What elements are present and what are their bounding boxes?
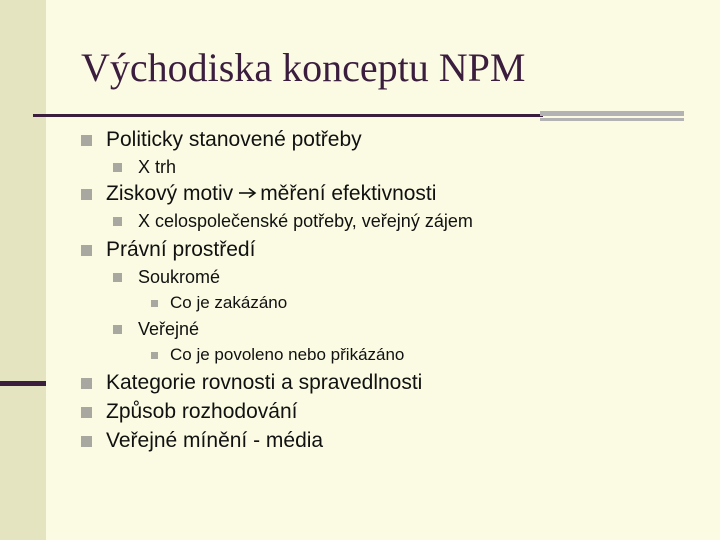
bullet-text: Co je povoleno nebo přikázáno: [170, 345, 405, 364]
bullet-text: Soukromé: [138, 267, 221, 287]
bullet-text: Způsob rozhodování: [106, 400, 298, 423]
bullet-text: Politicky stanovené potřeby: [106, 128, 362, 151]
bullet-text-with-arrow: [106, 182, 436, 205]
square-bullet-icon: [81, 378, 92, 389]
bullet-text: Co je zakázáno: [170, 293, 288, 312]
left-decorative-band: [0, 0, 46, 540]
slide-title: Východiska konceptu NPM: [81, 45, 526, 90]
bullet-item-level2: [113, 266, 220, 288]
square-bullet-icon: [113, 163, 122, 172]
bullet-text-before-arrow: Ziskový motiv: [106, 182, 234, 205]
square-bullet-icon: [81, 407, 92, 418]
bullet-item-level1: [81, 181, 436, 207]
title-rule-gray-lower: [540, 118, 684, 121]
bullet-item-level3: [151, 345, 404, 365]
bullet-item-level2: [113, 210, 473, 232]
square-bullet-icon: [81, 135, 92, 146]
square-bullet-icon: [81, 189, 92, 200]
left-accent-bar: [0, 381, 46, 386]
square-bullet-icon: [81, 436, 92, 447]
bullet-item-level1: [81, 428, 323, 454]
bullet-item-level1: [81, 237, 255, 263]
arrow-right-icon: [238, 187, 258, 199]
bullet-text: X celospolečenské potřeby, veřejný zájem: [138, 211, 473, 231]
bullet-item-level2: [113, 318, 199, 340]
bullet-item-level1: [81, 370, 422, 396]
bullet-text: X trh: [138, 157, 177, 177]
bullet-text: Veřejné: [138, 319, 200, 339]
title-rule-gray: [540, 111, 684, 116]
title-rule-dark: [33, 114, 543, 117]
bullet-text: Kategorie rovnosti a spravedlnosti: [106, 371, 423, 394]
bullet-item-level1: [81, 399, 297, 425]
square-bullet-icon: [81, 245, 92, 256]
square-bullet-icon: [151, 352, 158, 359]
bullet-item-level1: [81, 127, 362, 153]
bullet-item-level2: [113, 156, 176, 178]
square-bullet-icon: [113, 217, 122, 226]
bullet-text: Právní prostředí: [106, 238, 256, 261]
bullet-text-after-arrow: měření efektivnosti: [260, 182, 437, 205]
bullet-text: Veřejné mínění - média: [106, 429, 324, 452]
square-bullet-icon: [151, 300, 158, 307]
square-bullet-icon: [113, 273, 122, 282]
bullet-item-level3: [151, 293, 287, 313]
square-bullet-icon: [113, 325, 122, 334]
